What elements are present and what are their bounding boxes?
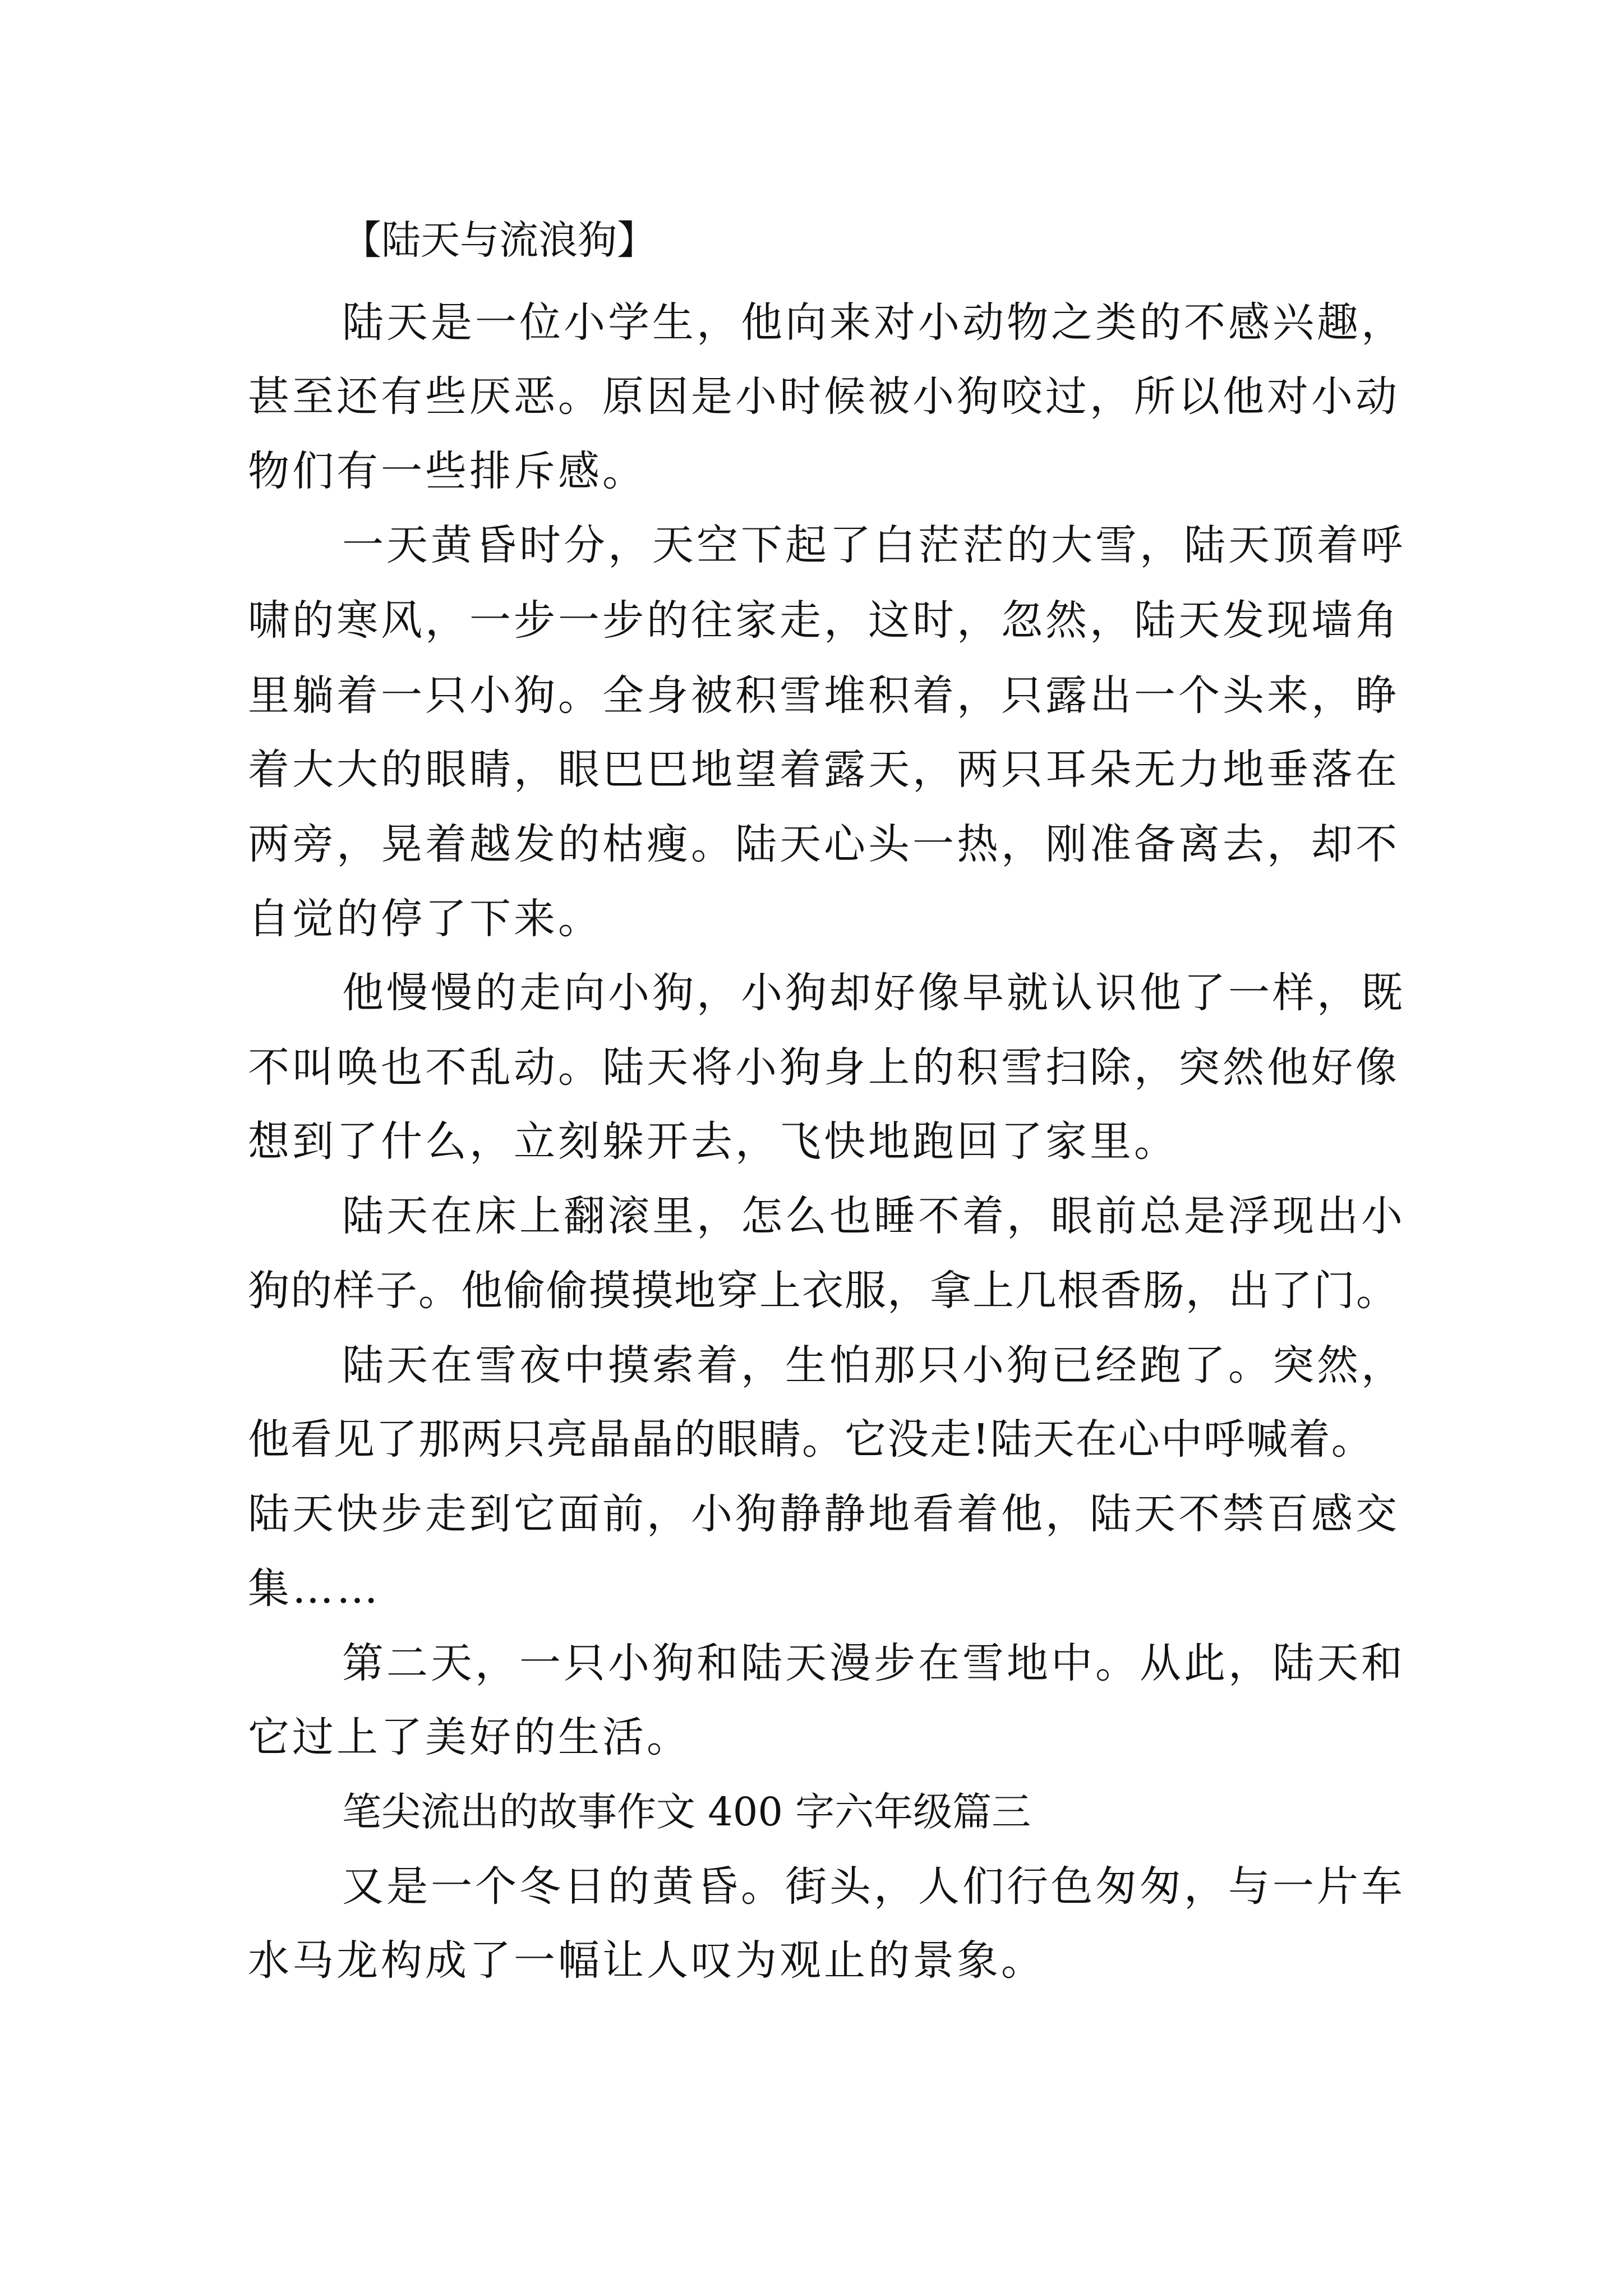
paragraph-7-line-1: 又是一个冬日的黄昏。街头，人们行色匆匆，与一片车 bbox=[342, 1862, 1405, 1911]
section-heading: 笔尖流出的故事作文 400 字六年级篇三 bbox=[342, 1789, 1031, 1835]
paragraph-1-line-1: 陆天是一位小学生，他向来对小动物之类的不感兴趣， bbox=[342, 298, 1405, 347]
paragraph-5-line-2: 他看见了那两只亮晶晶的眼睛。它没走!陆天在心中呼喊着。 bbox=[248, 1415, 1374, 1464]
paragraph-2-line-5: 两旁，晃着越发的枯瘦。陆天心头一热，刚准备离去，却不 bbox=[248, 820, 1400, 868]
paragraph-1-line-3: 物们有一些排斥感。 bbox=[248, 447, 647, 495]
paragraph-3-line-2: 不叫唤也不乱动。陆天将小狗身上的积雪扫除，突然他好像 bbox=[248, 1043, 1400, 1092]
essay-title: 【陆天与流浪狗】 bbox=[342, 217, 656, 263]
paragraph-5-line-4: 集…… bbox=[248, 1565, 381, 1613]
paragraph-2-line-1: 一天黄昏时分，天空下起了白茫茫的大雪，陆天顶着呼 bbox=[342, 521, 1405, 569]
paragraph-6-line-2: 它过上了美好的生活。 bbox=[248, 1713, 691, 1761]
paragraph-4-line-1: 陆天在床上翻滚里，怎么也睡不着，眼前总是浮现出小 bbox=[342, 1192, 1405, 1240]
paragraph-2-line-6: 自觉的停了下来。 bbox=[248, 895, 602, 943]
paragraph-4-line-2: 狗的样子。他偷偷摸摸地穿上衣服，拿上几根香肠，出了门。 bbox=[248, 1267, 1399, 1315]
paragraph-5-line-3: 陆天快步走到它面前，小狗静静地看着他，陆天不禁百感交 bbox=[248, 1490, 1400, 1538]
paragraph-2-line-3: 里躺着一只小狗。全身被积雪堆积着，只露出一个头来，睁 bbox=[248, 671, 1400, 720]
paragraph-7-line-2: 水马龙构成了一幅让人叹为观止的景象。 bbox=[248, 1936, 1045, 1985]
paragraph-3-line-1: 他慢慢的走向小狗，小狗却好像早就认识他了一样，既 bbox=[342, 969, 1405, 1017]
paragraph-6-line-1: 第二天，一只小狗和陆天漫步在雪地中。从此，陆天和 bbox=[342, 1639, 1405, 1687]
paragraph-3-line-3: 想到了什么，立刻躲开去，飞快地跑回了家里。 bbox=[248, 1117, 1178, 1166]
paragraph-2-line-4: 着大大的眼睛，眼巴巴地望着露天，两只耳朵无力地垂落在 bbox=[248, 746, 1400, 794]
paragraph-5-line-1: 陆天在雪夜中摸索着，生怕那只小狗已经跑了。突然， bbox=[342, 1341, 1405, 1389]
paragraph-1-line-2: 甚至还有些厌恶。原因是小时候被小狗咬过，所以他对小动 bbox=[248, 372, 1400, 421]
paragraph-2-line-2: 啸的寒风，一步一步的往家走，这时，忽然，陆天发现墙角 bbox=[248, 596, 1400, 645]
